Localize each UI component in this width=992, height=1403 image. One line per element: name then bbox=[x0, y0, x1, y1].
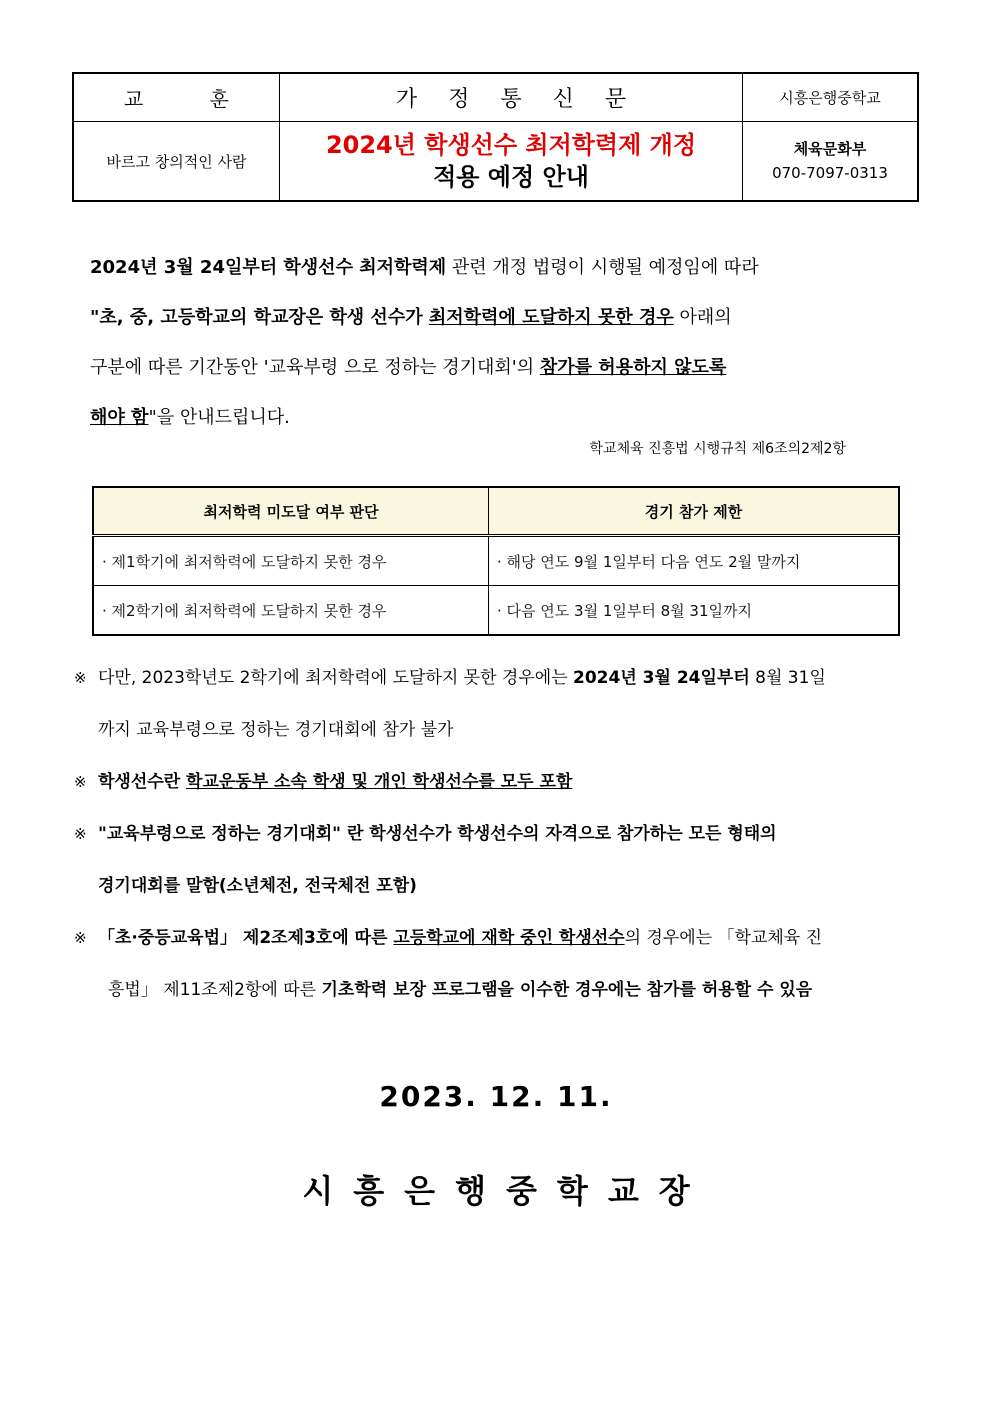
note-text: 의 경우에는 「학교체육 진 bbox=[624, 928, 823, 948]
table-row bbox=[93, 586, 899, 636]
note-bold: 기초학력 보장 프로그램을 이수한 경우에는 참가를 허용할 수 있음 bbox=[321, 980, 813, 1000]
intro-underlined: 참가를 허용하지 않도록 bbox=[539, 357, 727, 378]
note-underlined: 학교운동부 소속 학생 및 개인 학생선수를 모두 포함 bbox=[186, 772, 573, 792]
note-text: "교육부령으로 정하는 경기대회" 란 학생선수가 학생선수의 자격으로 참가하는 모든 형태의 bbox=[98, 824, 777, 844]
note-text: 까지 교육부령으로 정하는 경기대회에 참가 불가 bbox=[98, 720, 454, 740]
newsletter-label: 가 정 통 신 문 bbox=[280, 74, 743, 122]
table-header-row bbox=[93, 487, 899, 536]
intro-text: 관련 개정 법령이 시행될 예정임에 따라 bbox=[446, 257, 759, 278]
school-motto: 바르고 창의적인 사람 bbox=[74, 122, 280, 200]
header-table bbox=[72, 72, 919, 202]
department-contact bbox=[743, 122, 917, 200]
reference-mark-icon: ※ bbox=[74, 825, 87, 843]
intro-paragraph bbox=[90, 243, 880, 443]
note-text: 다만, 2023학년도 2학기에 최저학력에 도달하지 못한 경우에는 bbox=[98, 668, 574, 688]
intro-text: 구분에 따른 기간동안 '교육부령 으로 정하는 경기대회'의 bbox=[90, 357, 540, 378]
note-text: 8월 31일 bbox=[749, 668, 826, 688]
school-name: 시흥은행중학교 bbox=[743, 74, 917, 122]
law-reference: 학교체육 진흥법 시행규칙 제6조의2제2항 bbox=[589, 441, 846, 457]
intro-text: "초, 중, 고등학교의 학교장은 학생 선수가 bbox=[90, 307, 429, 328]
table-row bbox=[93, 536, 899, 586]
headline bbox=[280, 122, 743, 200]
intro-underlined: 최저학력에 도달하지 못한 경우 bbox=[428, 307, 674, 328]
table-cell: · 해당 연도 9월 1일부터 다음 연도 2월 말까지 bbox=[489, 536, 900, 586]
note-item bbox=[74, 912, 934, 1016]
reference-mark-icon: ※ bbox=[74, 669, 87, 687]
notes-section bbox=[74, 652, 934, 1016]
reference-mark-icon: ※ bbox=[74, 929, 87, 947]
intro-text: 아래의 bbox=[673, 307, 732, 328]
note-text: 「초·중등교육법」 제2조제3호에 따른 bbox=[98, 928, 394, 948]
intro-text: "을 안내드립니다. bbox=[148, 407, 290, 428]
table-header: 경기 참가 제한 bbox=[489, 487, 900, 536]
note-text: 학생선수란 bbox=[98, 772, 187, 792]
reference-mark-icon: ※ bbox=[74, 773, 87, 791]
department-phone: 070-7097-0313 bbox=[772, 164, 888, 182]
restriction-table bbox=[92, 486, 900, 636]
issue-date: 2023. 12. 11. bbox=[379, 1080, 613, 1113]
note-bold: 2024년 3월 24일부터 bbox=[573, 668, 750, 688]
note-text: 경기대회를 말함(소년체전, 전국체전 포함) bbox=[98, 876, 417, 896]
principal-signature: 시흥은행중학교장 bbox=[302, 1172, 710, 1210]
motto-label: 교 훈 bbox=[74, 74, 280, 122]
table-cell: · 제1학기에 최저학력에 도달하지 못한 경우 bbox=[93, 536, 489, 586]
note-item bbox=[74, 808, 934, 912]
intro-underlined: 해야 함 bbox=[90, 407, 149, 428]
note-underlined: 고등학교에 재학 중인 학생선수 bbox=[393, 928, 625, 948]
headline-line1: 2024년 학생선수 최저학력제 개정 bbox=[325, 131, 697, 159]
headline-line2: 적용 예정 안내 bbox=[433, 163, 589, 191]
table-cell: · 제2학기에 최저학력에 도달하지 못한 경우 bbox=[93, 586, 489, 636]
table-cell: · 다음 연도 3월 1일부터 8월 31일까지 bbox=[489, 586, 900, 636]
table-header: 최저학력 미도달 여부 판단 bbox=[93, 487, 489, 536]
intro-text: 2024년 3월 24일부터 학생선수 최저학력제 bbox=[90, 257, 447, 278]
note-text: 흥법」 제11조제2항에 따른 bbox=[108, 980, 322, 1000]
note-item bbox=[74, 756, 934, 808]
note-item bbox=[74, 652, 934, 756]
department-name: 체육문화부 bbox=[793, 140, 867, 158]
